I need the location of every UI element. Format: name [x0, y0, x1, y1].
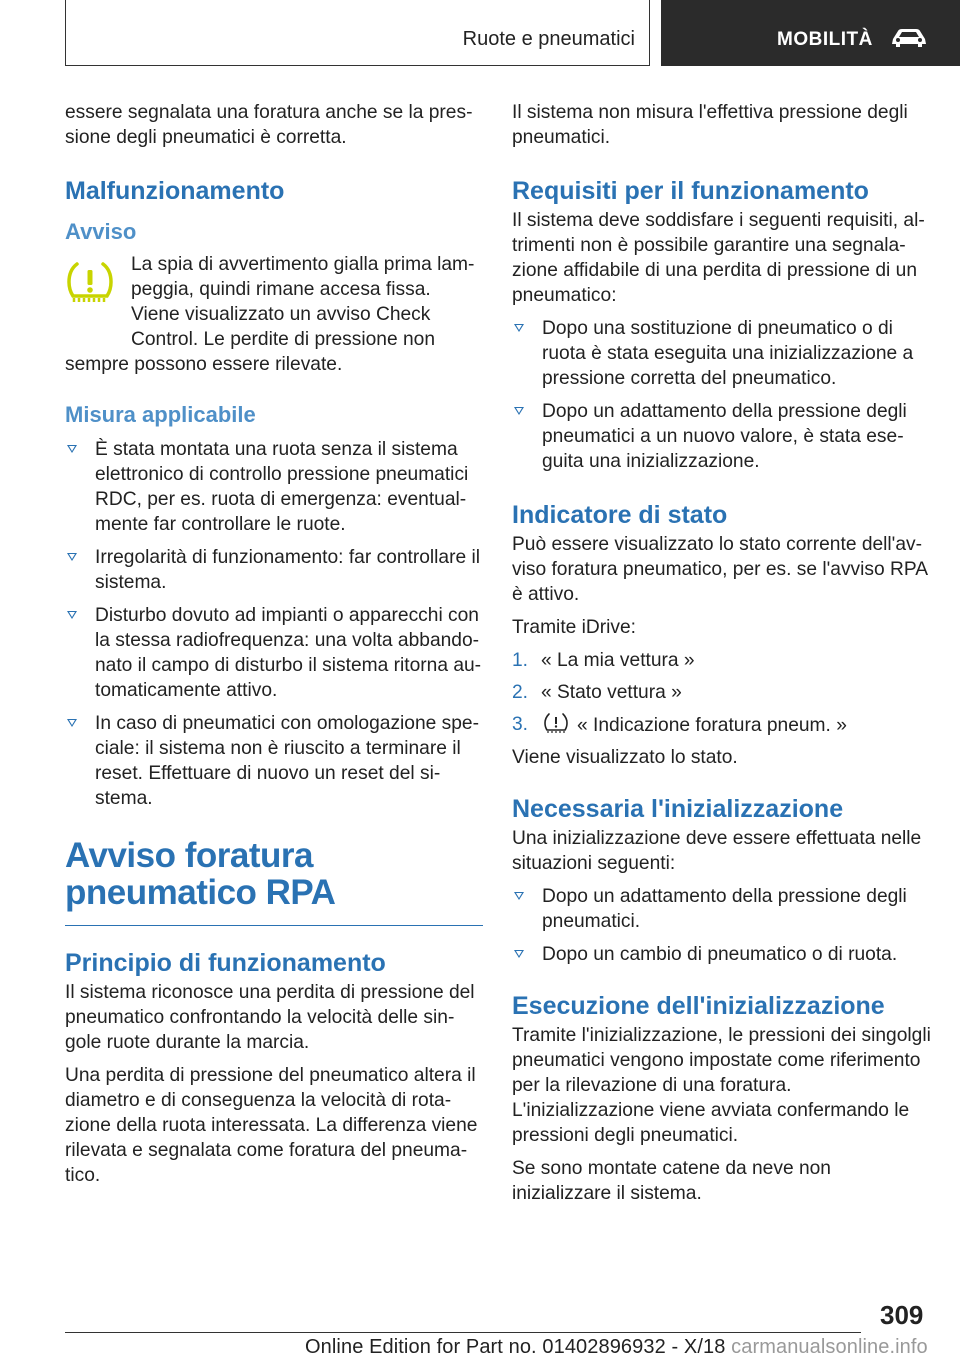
step-number: 3. [512, 714, 529, 735]
measure-heading: Misura applicabile [65, 402, 256, 427]
status-text: Può essere visualizzato lo stato corrente dell'avviso foratura pneumatico, per es. se l'avviso RPA è attivo. [512, 534, 927, 605]
list-item [65, 437, 483, 537]
warning-text-content: La spia di avvertimento gialla prima lampeggia, quindi rimane accesa fissa. Viene visualizzato un avviso Check Control. Le perdite di pressione non sempre possono essere rilevate. [65, 254, 475, 375]
list-item-text: Dopo un adattamento della pressione degli pneumatici. [542, 886, 907, 932]
step-text: « La mia vettura » [541, 650, 695, 671]
list-item [65, 603, 483, 703]
exec-heading: Esecuzione dell'inizializzazione [512, 992, 885, 1020]
warning-heading: Avviso [65, 219, 137, 244]
header-chapter-tab [661, 0, 960, 66]
bullet-icon [67, 611, 77, 619]
list-item-text: Irregolarità di funzionamento: far controllare il sistema. [95, 547, 481, 593]
list-item [512, 316, 932, 391]
step-item [512, 680, 932, 705]
footer-edition: Online Edition for Part no. 01402896932 - X/18 [305, 1336, 726, 1358]
tire-warning-outline-icon [543, 712, 569, 734]
main-heading: Avviso foratura pneumatico RPA [65, 836, 336, 912]
header-section-tab [65, 0, 650, 66]
exec-paragraph-2: Se sono montate catene da neve non inizializzare il sistema. [512, 1158, 831, 1204]
list-item-text: Dopo una sostituzione di pneumatico o di ruota è stata eseguita una inizializzazione a pressione corretta del pneumatico. [542, 318, 914, 389]
list-item [512, 884, 932, 934]
bullet-icon [67, 553, 77, 561]
header-chapter-title: MOBILITÀ [777, 29, 873, 50]
init-needed-text: Una inizializzazione deve essere effettuata nelle situazioni seguenti: [512, 828, 922, 874]
list-item [512, 942, 932, 967]
list-item-text: In caso di pneumatici con omologazione speciale: il sistema non è riuscito a terminare il reset. Effettuare di nuovo un reset del sistema. [95, 713, 479, 809]
status-shown-text: Viene visualizzato lo stato. [512, 747, 738, 768]
requirements-heading: Requisiti per il funzionamento [512, 177, 869, 205]
status-heading: Indicatore di stato [512, 501, 728, 529]
exec-paragraph-1: Tramite l'inizializzazione, le pressioni dei singolgli pneumatici vengono impostate come riferimento per la rilevazione di una foratura. L'inizializzazione viene avviata confermando le pressioni degli pneumatici. [512, 1025, 931, 1146]
requirements-list [512, 316, 932, 474]
init-list [512, 884, 932, 967]
principle-paragraph-2: Una perdita di pressione del pneumatico altera il diametro e di conseguenza la velocità di rotazione della ruota interessata. La differenza viene rilevata e segnalata come foratura del pneumatico. [65, 1065, 478, 1186]
warning-text [65, 252, 483, 377]
footer-text [305, 1336, 928, 1359]
list-item-text: Disturbo dovuto ad impianti o apparecchi con la stessa radiofrequenza: una volta abbandonato il campo di disturbo il sistema ritorna automaticamente attivo. [95, 605, 482, 701]
list-item [65, 545, 483, 595]
principle-heading: Principio di funzionamento [65, 949, 386, 977]
list-item-text: Dopo un cambio di pneumatico o di ruota. [542, 944, 898, 965]
page-number: 309 [880, 1300, 924, 1330]
bullet-icon [514, 407, 524, 415]
intro-text: essere segnalata una foratura anche se la pressione degli pneumatici è corretta. [65, 102, 473, 148]
bullet-icon [514, 324, 524, 332]
bullet-icon [67, 719, 77, 727]
bullet-icon [514, 892, 524, 900]
idrive-steps [512, 648, 932, 738]
list-item [512, 399, 932, 474]
heading-divider [65, 925, 483, 926]
right-intro-text: Il sistema non misura l'effettiva pressione degli pneumatici. [512, 102, 908, 148]
list-item [65, 711, 483, 811]
footer-divider [65, 1332, 861, 1333]
warning-block [65, 252, 483, 377]
step-item [512, 712, 932, 738]
header-section-title: Ruote e pneumatici [462, 28, 635, 50]
step-text: « Stato vettura » [541, 682, 682, 703]
principle-paragraph-1: Il sistema riconosce una perdita di pressione del pneumatico confrontando la velocità delle singole ruote durante la marcia. [65, 982, 475, 1053]
idrive-text: Tramite iDrive: [512, 617, 637, 638]
right-column [512, 100, 932, 1214]
requirements-text: Il sistema deve soddisfare i seguenti requisiti, altrimenti non è possibile garantire una segnalazione affidabile di una perdita di pressione di un pneumatico: [512, 210, 925, 306]
step-text: « Indicazione foratura pneum. » [577, 715, 847, 736]
step-item [512, 648, 932, 673]
bullet-icon [67, 445, 77, 453]
list-item-text: Dopo un adattamento della pressione degli pneumatici a un nuovo valore, è stata eseguita una inizializzazione. [542, 401, 907, 472]
malfunction-heading: Malfunzionamento [65, 177, 285, 205]
footer-watermark: carmanualsonline.info [731, 1336, 928, 1358]
bullet-icon [514, 950, 524, 958]
list-item-text: È stata montata una ruota senza il sistema elettronico di controllo pressione pneumatici RDC, per es. ruota di emergenza: eventualmente far controllare le ruote. [95, 439, 469, 535]
init-needed-heading: Necessaria l'inizializzazione [512, 795, 844, 823]
car-icon [889, 27, 929, 49]
tire-pressure-warning-icon [65, 260, 115, 304]
step-number: 2. [512, 682, 529, 703]
left-column [65, 100, 483, 1196]
step-number: 1. [512, 650, 529, 671]
measure-list [65, 437, 483, 811]
